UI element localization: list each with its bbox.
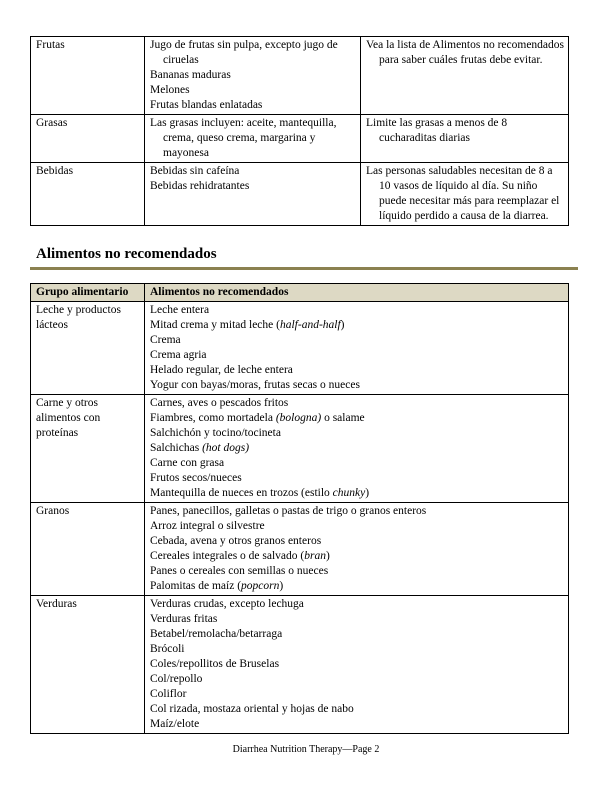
table-header-row — [31, 284, 569, 302]
food-item — [150, 318, 564, 333]
food-item — [150, 597, 564, 612]
food-item-text: Cereales integrales o de salvado ( — [150, 550, 305, 562]
food-item — [150, 396, 564, 411]
food-item — [150, 504, 564, 519]
food-item-text: Palomitas de maíz ( — [150, 580, 242, 592]
food-item-text: Mitad crema y mitad leche ( — [150, 319, 280, 331]
food-item-italic-term: popcorn — [241, 580, 280, 592]
food-item: Frutas blandas enlatadas — [150, 99, 263, 111]
food-item-text: Helado regular, de leche entera — [150, 364, 293, 376]
recommended-items-cell — [145, 163, 361, 226]
food-item — [150, 348, 564, 363]
note-text: Limite las grasas a menos de 8 cucharaditas diarias — [366, 117, 508, 144]
food-item-italic-term: bran — [304, 550, 326, 562]
food-item: Bananas maduras — [150, 69, 231, 81]
food-item-text: Arroz integral o silvestre — [150, 520, 265, 532]
food-group-cell: Frutas — [31, 37, 145, 115]
not-recommended-items-cell — [145, 302, 569, 395]
food-item: Bebidas rehidratantes — [150, 180, 250, 192]
food-item-text: Yogur con bayas/moras, frutas secas o nueces — [150, 379, 360, 391]
food-item — [150, 441, 564, 456]
food-item — [150, 627, 564, 642]
table-row — [31, 37, 569, 115]
table-row — [31, 596, 569, 734]
food-item-text: ) — [365, 487, 370, 499]
not-recommended-items-cell — [145, 395, 569, 503]
food-item — [150, 378, 564, 393]
column-header-group: Grupo alimentario — [31, 284, 145, 302]
food-group-cell: Leche y productos lácteos — [31, 302, 145, 395]
food-item: Jugo de frutas sin pulpa, excepto jugo de ciruelas — [150, 39, 338, 66]
food-item — [150, 456, 564, 471]
food-item — [150, 687, 564, 702]
not-recommended-items-cell — [145, 596, 569, 734]
food-item-text: Verduras fritas — [150, 613, 218, 625]
food-item — [150, 363, 564, 378]
food-item: Bebidas sin cafeína — [150, 165, 240, 177]
notes-cell — [361, 115, 569, 163]
food-item-text: Maíz/elote — [150, 718, 200, 730]
food-item-text: Carnes, aves o pescados fritos — [150, 397, 289, 409]
food-item — [150, 333, 564, 348]
not-recommended-items-cell — [145, 503, 569, 596]
food-item-text: ) — [325, 550, 330, 562]
food-item-italic-term: (bologna) — [275, 412, 322, 424]
food-item-text: ) — [340, 319, 345, 331]
note-text: Las personas saludables necesitan de 8 a 10 vasos de líquido al día. Su niño puede necesitar más para reemplazar el líquido perdido a causa de la diarrea. — [366, 165, 560, 222]
food-item-italic-term: chunky — [332, 487, 366, 499]
food-item: Las grasas incluyen: aceite, mantequilla, crema, queso crema, margarina y mayonesa — [150, 117, 337, 159]
food-item-italic-term: half-and-half — [279, 319, 341, 331]
food-item-text: Cebada, avena y otros granos enteros — [150, 535, 322, 547]
not-recommended-foods-table — [30, 283, 569, 734]
food-item-text: Verduras crudas, excepto lechuga — [150, 598, 304, 610]
food-item-text: Leche entera — [150, 304, 210, 316]
food-item-text: Salchichas — [150, 442, 203, 454]
notes-cell — [361, 163, 569, 226]
food-item — [150, 426, 564, 441]
food-item-text: o salame — [321, 412, 365, 424]
food-item — [150, 303, 564, 318]
food-item-text: Panes, panecillos, galletas o pastas de trigo o granos enteros — [150, 505, 427, 517]
food-item-text: Coliflor — [150, 688, 187, 700]
food-item — [150, 717, 564, 732]
food-item — [150, 564, 564, 579]
page-footer: Diarrhea Nutrition Therapy—Page 2 — [232, 744, 380, 755]
note-text: Vea la lista de Alimentos no recomendados para saber cuáles frutas debe evitar. — [366, 39, 565, 66]
food-item-text: Fiambres, como mortadela — [150, 412, 276, 424]
food-item-text: Frutos secos/nueces — [150, 472, 242, 484]
food-item-text: ) — [279, 580, 284, 592]
food-item — [150, 411, 564, 426]
food-group-cell: Carne y otros alimentos con proteínas — [31, 395, 145, 503]
food-item — [150, 657, 564, 672]
food-item-text: Col/repollo — [150, 673, 203, 685]
table-row — [31, 302, 569, 395]
section-title: Alimentos no recomendados — [36, 246, 217, 262]
food-item-text: Col rizada, mostaza oriental y hojas de nabo — [150, 703, 354, 715]
recommended-items-cell — [145, 37, 361, 115]
food-item — [150, 642, 564, 657]
table-row — [31, 163, 569, 226]
table-row — [31, 503, 569, 596]
recommended-items-cell — [145, 115, 361, 163]
food-group-cell: Grasas — [31, 115, 145, 163]
food-group-cell: Bebidas — [31, 163, 145, 226]
column-header-foods: Alimentos no recomendados — [145, 284, 569, 302]
food-item-text: Betabel/remolacha/betarraga — [150, 628, 283, 640]
food-item — [150, 702, 564, 717]
food-item-italic-term: (hot dogs) — [202, 442, 250, 454]
food-item: Melones — [150, 84, 190, 96]
table-row — [31, 115, 569, 163]
food-item-text: Crema — [150, 334, 181, 346]
notes-cell — [361, 37, 569, 115]
food-item-text: Crema agria — [150, 349, 207, 361]
food-group-cell: Granos — [31, 503, 145, 596]
food-item — [150, 534, 564, 549]
food-item — [150, 672, 564, 687]
food-item — [150, 486, 564, 501]
food-item-text: Coles/repollitos de Bruselas — [150, 658, 280, 670]
food-item — [150, 612, 564, 627]
food-item — [150, 471, 564, 486]
food-item — [150, 519, 564, 534]
recommended-foods-table-continued — [30, 36, 569, 226]
food-item-text: Mantequilla de nueces en trozos (estilo — [150, 487, 333, 499]
food-item-text: Carne con grasa — [150, 457, 225, 469]
food-item-text: Panes o cereales con semillas o nueces — [150, 565, 329, 577]
section-divider — [30, 267, 578, 270]
food-group-cell: Verduras — [31, 596, 145, 734]
food-item-text: Salchichón y tocino/tocineta — [150, 427, 281, 439]
food-item — [150, 549, 564, 564]
table-row — [31, 395, 569, 503]
food-item — [150, 579, 564, 594]
food-item-text: Brócoli — [150, 643, 185, 655]
